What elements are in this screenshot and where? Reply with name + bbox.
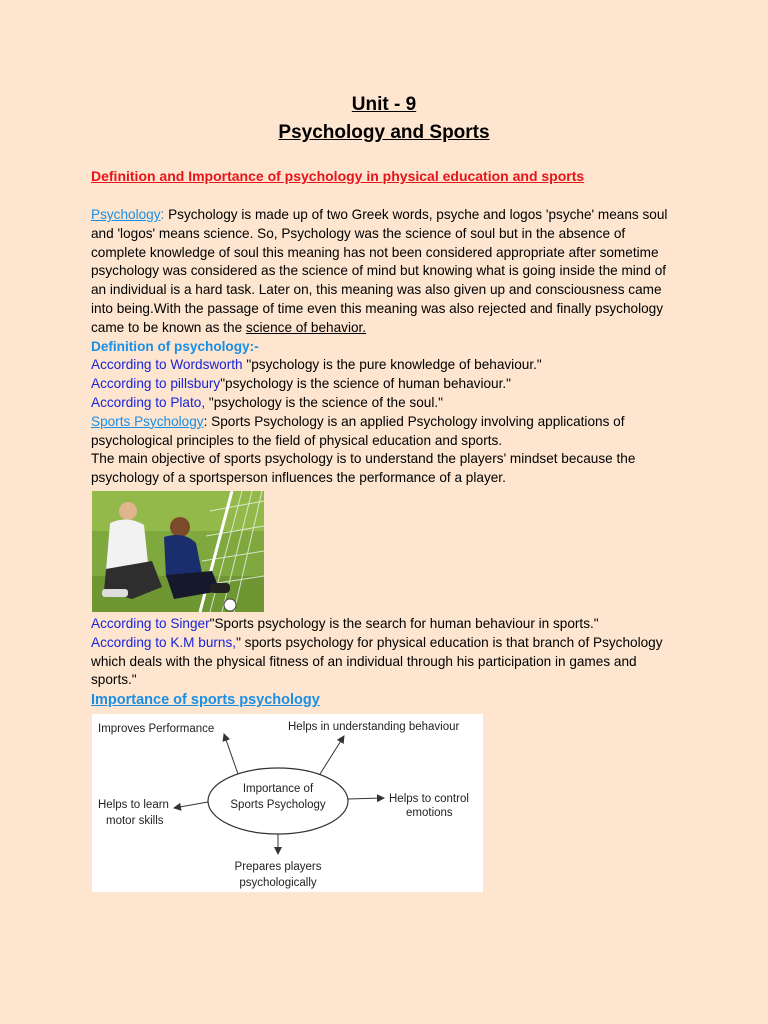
node-left: motor skills <box>106 815 164 827</box>
sports-definition-source: According to Singer <box>91 616 210 631</box>
arrow-right <box>348 798 384 799</box>
sports-photo <box>92 491 264 612</box>
definition-item <box>91 356 681 375</box>
node-right: emotions <box>406 807 453 819</box>
section-heading: Definition and Importance of psychology in physical education and sports <box>91 168 585 184</box>
definition-source: According to pillsbury <box>91 376 221 392</box>
definition-quote: "psychology is the science of the soul." <box>205 394 443 410</box>
definition-quote: "psychology is the science of human behaviour." <box>220 376 511 392</box>
node-left: Helps to learn <box>98 799 169 811</box>
sports-definitions <box>91 615 681 690</box>
definition-item <box>91 375 681 394</box>
psychology-paragraph <box>91 206 681 488</box>
sports-definition-item <box>91 615 681 634</box>
arrow-top-left <box>224 734 238 774</box>
importance-diagram <box>92 714 483 892</box>
node-right: Helps to control <box>389 793 469 805</box>
center-label: Importance of <box>242 783 314 795</box>
definition-heading: Definition of psychology:- <box>91 338 259 354</box>
node-bottom: psychologically <box>239 877 317 889</box>
arrow-left <box>174 802 208 808</box>
node-top-right: Helps in understanding behaviour <box>288 721 460 733</box>
objective-paragraph: The main objective of sports psychology is to understand the players' mindset because the psychology of a sportsperson influences the performance of a player. <box>91 451 636 486</box>
sports-definition-quote: "Sports psychology is the search for human behaviour in sports." <box>209 616 599 631</box>
sports-definition-quote: " sports psychology for physical education is that branch of Psychology which deals with the physical fitness of an individual through his participation in games and sports." <box>91 634 663 688</box>
center-label: Sports Psychology <box>230 799 326 811</box>
psychology-term: Psychology <box>91 207 161 222</box>
definition-source: According to Wordsworth <box>91 357 243 373</box>
node-top-left: Improves Performance <box>98 723 215 735</box>
node-bottom: Prepares players <box>234 861 322 873</box>
definition-quote: "psychology is the pure knowledge of behaviour." <box>242 357 542 373</box>
definition-item <box>91 394 681 413</box>
sports-psychology-text: : Sports Psychology is an applied Psychology involving applications of psychological principles to the field of physical education and sports. <box>91 413 625 448</box>
science-of-behavior: science of behavior. <box>245 319 367 335</box>
unit-title: Unit - 9 <box>351 94 417 115</box>
sports-psychology-term: Sports Psychology <box>91 413 204 429</box>
importance-heading: Importance of sports psychology <box>91 692 320 708</box>
psychology-term-sep: : <box>160 207 169 222</box>
sports-psychology-paragraph <box>91 413 681 451</box>
psychology-text: Psychology is made up of two Greek words, psyche and logos 'psyche' means soul and 'logos' means science. So, Psychology was the science of soul but in the absence of complete knowledge of soul this meaning has not been considered appropriate after sometime psychology was considered as the science of mind but knowing what is going inside the mind of an individual is a hard task. Later on, this meaning was also given up and consciousness came into being.With the passage of time even this meaning was also rejected and finally psychology came to be known as the <box>91 207 668 335</box>
main-title: Psychology and Sports <box>278 122 490 143</box>
definition-source: According to Plato, <box>91 394 206 410</box>
sports-definition-source: According to K.M burns, <box>91 634 237 650</box>
arrow-top-right <box>320 736 344 774</box>
sports-definition-item <box>91 634 681 690</box>
